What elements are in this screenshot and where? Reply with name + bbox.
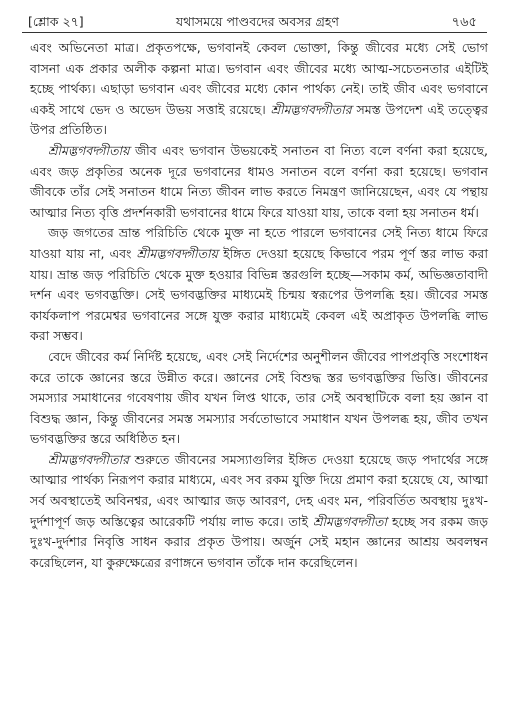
scripture-title: শ্রীমদ্ভগবদ্গীতার bbox=[270, 101, 352, 117]
scripture-title: শ্রীমদ্ভগবদ্গীতার bbox=[48, 451, 129, 467]
paragraph-text: হচ্ছে সব রকম জড় দুঃখ-দুর্দশার নিবৃত্তি সাধন করার প্রকৃত উপায়। অর্জুন সেই মহান জ্ঞানের আশ্রয় অবলম্বন করেছিলেন, যা কুরুক্ষেত্রের রণাঙ্গনে ভগবান তাঁকে দান করেছিলেন। bbox=[30, 513, 489, 570]
paragraph-text: বেদে জীবের কর্ম নির্দিষ্ট হয়েছে, এবং সেই নির্দেশের অনুশীলন জীবের পাপপ্রবৃত্তি সংশোধন করে তাকে জ্ঞানের স্তরে উন্নীত করে। জ্ঞানের সেই বিশুদ্ধ স্তর ভগবদ্ভক্তির ভিত্তি। জীবনের সমস্যার সমাধানের গবেষণায় জীব যখন লিপ্ত থাকে, তার সেই অবস্থাটিকে বলা হয় জ্ঞান বা বিশুদ্ধ জ্ঞান, কিন্তু জীবনের সমস্ত সমস্যার সর্বতোভাবে সমাধান যখন উপলব্ধ হয়, জীব তখন ভগবদ্ভক্তির স্তরে অধিষ্ঠিত হন। bbox=[30, 348, 488, 447]
paragraph bbox=[30, 347, 488, 450]
paragraph-text: এবং অভিনেতা মাত্র। প্রকৃতপক্ষে, ভগবানই কেবল ভোক্তা, কিন্তু জীবের মধ্যে সেই ভোগ বাসনা এক প্রকার অলীক কল্পনা মাত্র। ভগবান এবং জীবের মধ্যে আত্ম-সচেতনতার এইটিই হচ্ছে পার্থক্য। এছাড়া ভগবান এবং জীবের মধ্যে কোন পার্থক্য নেই। তাই জীব এবং ভগবানে একই সাথে ভেদ ও অভেদ উভয় সত্তাই রয়েছে। bbox=[30, 40, 488, 117]
paragraph bbox=[30, 38, 488, 141]
verse-reference: [শ্লোক ২৭] bbox=[28, 14, 84, 29]
paragraph-text: ইঙ্গিত দেওয়া হয়েছে কিভাবে পরম পূর্ণ স্তর লাভ করা যায়। ভ্রান্ত জড় পরিচিতি থেকে মুক্ত হওয়ার বিভিন্ন স্তরগুলি হচ্ছে—সকাম কর্ম, অভিজ্ঞতাবাদী দর্শন এবং ভগবদ্ভক্তি। সেই ভগবদ্ভক্তির মাধ্যমেই চিন্ময় স্বরূপের উপলব্ধি হয়। জীবের সমস্ত কার্যকলাপ পরমেশ্বর ভগবানের সঙ্গে যুক্ত করার মাধ্যমেই কেবল এই অপ্রাকৃত উপলব্ধি লাভ করা সম্ভব। bbox=[30, 245, 488, 344]
header-divider bbox=[22, 32, 487, 33]
chapter-title: যথাসময়ে পাণ্ডবদের অবসর গ্রহণ bbox=[176, 14, 339, 29]
scripture-title: শ্রীমদ্ভগবদ্গীতা bbox=[312, 513, 388, 529]
body-text bbox=[30, 38, 488, 573]
scripture-title: শ্রীমদ্ভগবদ্গীতায় bbox=[48, 142, 130, 158]
paragraph-text: জীব এবং ভগবান উভয়কেই সনাতন বা নিত্য বলে বর্ণনা করা হয়েছে, এবং জড় প্রকৃতির অনেক দূরে ভগবানের ধামও সনাতন বলে বর্ণনা করা হয়েছে। ভগবান জীবকে তাঁর সেই সনাতন ধামে নিত্য জীবন লাভ করতে নিমন্ত্রণ জানিয়েছেন, এবং যে পন্থায় আত্মার নিত্য বৃত্তি প্রদর্শনকারী ভগবানের ধামে ফিরে যাওয়া যায়, তাকে বলা হয় সনাতন ধর্ম। bbox=[30, 142, 488, 220]
paragraph-text: সমস্ত উপদেশ এই তত্ত্বের উপর প্রতিষ্ঠিত। bbox=[30, 101, 488, 138]
running-header bbox=[28, 12, 487, 32]
paragraph bbox=[30, 223, 488, 347]
paragraph bbox=[30, 450, 488, 574]
paragraph-text: জড় জগতের ভ্রান্ত পরিচিতি থেকে মুক্ত না হতে পারলে ভগবানের সেই নিত্য ধামে ফিরে যাওয়া যায় না, এবং bbox=[30, 225, 488, 261]
scripture-title: শ্রীমদ্ভগবদ্গীতায় bbox=[136, 245, 218, 261]
paragraph-text: শুরুতে জীবনের সমস্যাগুলির ইঙ্গিত দেওয়া হয়েছে জড় পদার্থের সঙ্গে আত্মার পার্থক্য নিরূপণ করার মাধ্যমে, এবং সব রকম যুক্তি দিয়ে প্রমাণ করা হয়েছে যে, আত্মা সর্ব অবস্থাতেই অবিনশ্বর, এবং আত্মার জড় আবরণ, দেহ এবং মন, পরিবর্তিত অবস্থায় দুঃখ-দুর্দশাপূর্ণ জড় অস্তিত্বের আরেকটি পর্যায় লাভ করে। তাই bbox=[30, 451, 488, 529]
page-number: ৭৬৫ bbox=[451, 15, 477, 30]
paragraph bbox=[30, 141, 488, 223]
